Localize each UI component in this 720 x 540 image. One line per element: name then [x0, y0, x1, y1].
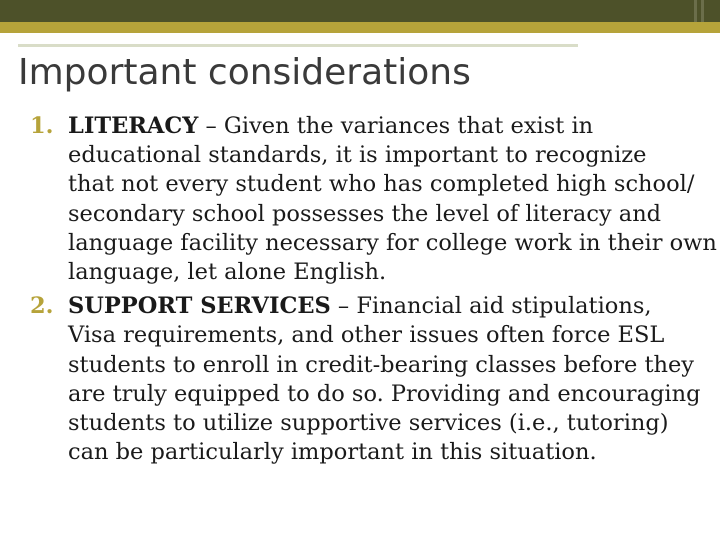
- item-line: students to utilize supportive services (i.e., tutoring): [68, 410, 669, 437]
- item-text: – Financial aid stipulations,: [330, 293, 652, 320]
- item-line: Visa requirements, and other issues often force ESL: [68, 322, 665, 349]
- header-bar: [0, 0, 720, 22]
- item-line: secondary school possesses the level of literacy and: [68, 200, 662, 227]
- item-text: – Given the variances that exist in: [198, 113, 594, 139]
- item-line: that not every student who has completed high school/: [68, 171, 695, 198]
- item-line: language, let alone English.: [68, 259, 387, 286]
- item-number: 2.: [30, 293, 54, 320]
- list-item: [0, 112, 720, 287]
- item-heading: SUPPORT SERVICES: [68, 293, 331, 320]
- item-line: [68, 292, 720, 321]
- slide-title: Important considerations: [18, 52, 471, 93]
- header-stripe: [694, 0, 697, 22]
- item-line: language facility necessary for college work in their own: [68, 229, 717, 256]
- header-accent-bar: [0, 22, 720, 33]
- slide-content: [0, 112, 720, 472]
- item-line: educational standards, it is important to recognize: [68, 142, 647, 169]
- item-heading: LITERACY: [68, 113, 199, 139]
- item-number: 1.: [30, 113, 54, 139]
- header-stripe: [701, 0, 704, 22]
- title-rule: [18, 44, 578, 47]
- item-line: [68, 112, 720, 141]
- list-item: [0, 292, 720, 467]
- item-line: students to enroll in credit-bearing classes before they: [68, 351, 695, 378]
- item-line: are truly equipped to do so. Providing and encouraging: [68, 380, 701, 407]
- item-line: can be particularly important in this situation.: [68, 439, 597, 466]
